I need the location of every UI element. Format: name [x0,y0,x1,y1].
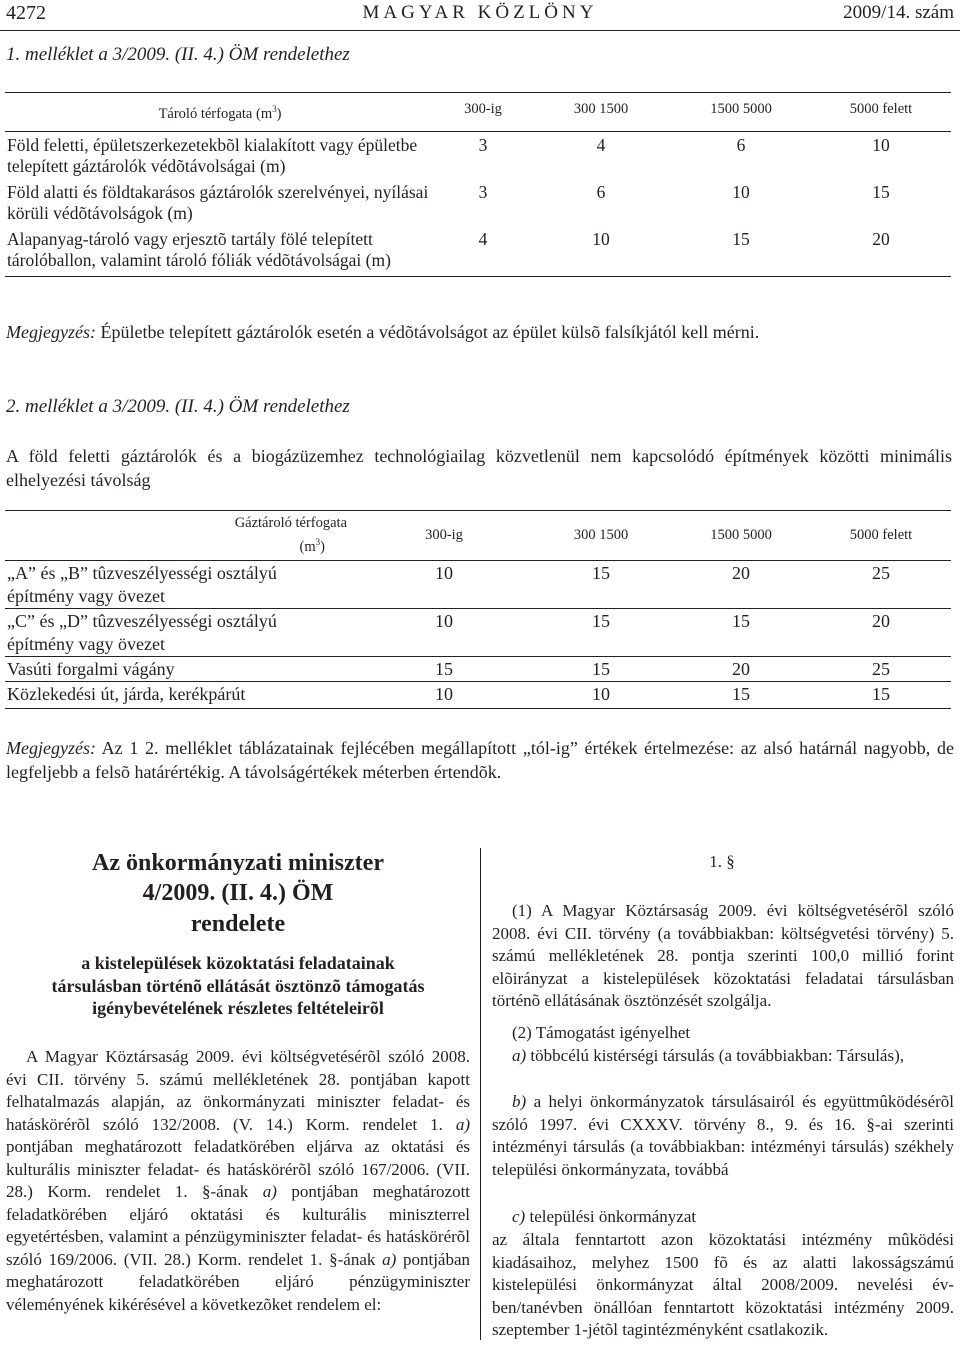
table-cell: 6 [736,134,746,155]
row-label: Föld alatti és földtakarásos gáztárolók szerelvényei, nyílásai körüli védõtávolságok (m) [7,181,429,223]
table-header-row [5,93,951,132]
table-cell: 10 [592,228,610,249]
annex1-table [5,92,951,277]
row-label: Közlekedési út, járda, kerékpárút [5,681,357,708]
item-a: a) többcélú kistérségi társulás (a továbbiakban: Társulás), [512,1046,904,1065]
header-cell-col4: 5000 felett [811,93,951,132]
decree-subject: a kistelepülések közoktatási feladatainak társulásban történõ ellátását ösztönzõ támogatás igénybevételének részletes feltételeirõl [51,953,425,1018]
table-cell: 3 [478,181,488,202]
annex1-title: 1. melléklet a 3/2009. (II. 4.) ÖM rendelethez [6,44,350,65]
table-cell: 20 [671,656,811,681]
item-b: b) a helyi önkormányzatok társulásairól és együttmûködésérõl szóló 1997. évi CXXXV. törvény 8., 9. és 16. §-ai szerinti intézményi társulás (a továbbiakban: intézményi társulás) székhely települési önkormányzata, továbbá [492,1092,954,1179]
decree-preamble: A Magyar Köztársaság 2009. évi költségvetésérõl szóló 2008. évi CII. törvény 5. számú mellékletének 28. pontjában kapott felhatalmazás alapján, az önkormányzati miniszter feladat- és hatáskörérõl szóló 132/2008. (V. 14.) Korm. rendelet 1. a) pontjában meghatározott feladatkörében eljárva az oktatási és kulturális miniszter feladat- és hatáskörérõl szóló 167/2006. (VII. 28.) Korm. rendelet 1. §-ának a) pontjában meghatározott feladatkörében eljáró oktatási és kulturális miniszterrel egyetértésben, valamint a pénzügyminiszter feladat- és hatáskörérõl szóló 169/2006. (VII. 28.) Korm. rendelet 1. §-ának a) pontjában meghatározott feladatkörében eljáró pénzügyminiszter véleményének kikérésével a következõket rendelem el: [6,1047,471,1314]
decree-number: 4/2009. (II. 4.) ÖM [142,880,334,906]
issue-number: 2009/14. szám [843,2,954,23]
table-cell: 15 [811,681,951,708]
section-para-2: (2) Támogatást igényelhet [512,1023,691,1042]
column-divider [480,848,481,1340]
table-cell: 15 [671,608,811,656]
table-cell: 3 [478,134,488,155]
header-cell-volume: Tároló térfogata $(m^3)$ [5,93,435,132]
annex1-note [6,320,952,344]
table-row [5,226,951,277]
table-row [5,608,951,656]
table-cell: 10 [435,562,453,583]
row-label: Alapanyag-tároló vagy erjesztõ tartály fölé telepített tárolóballon, valamint tároló fóliák védõtávolságai (m) [7,228,391,270]
table-row [5,656,951,681]
table-cell: 10 [357,681,531,708]
table-cell: 15 [592,562,610,583]
table-row [5,560,951,608]
table-cell: 15 [671,681,811,708]
note-text: Épületbe telepített gáztárolók esetén a védõtávolságot az épület külsõ falsíkjától kell mérni. [100,322,760,342]
annex2-intro: A föld feletti gáztárolók és a biogázüzemhez technológiailag közvetlenül nem kapcsolódó építmények közötti minimális elhelyezési távolság [6,446,952,490]
header-cell-col1: 300-ig [435,93,531,132]
table-cell: 15 [732,228,750,249]
header-cell-col3: 1500 5000 [671,93,811,132]
table-cell: 4 [478,228,488,249]
header-cell-col2: 300 1500 [531,93,671,132]
section-para-1: (1) A Magyar Köztársaság 2009. évi költségvetésérõl szóló 2008. évi CII. törvény (a továbbiakban: költségvetési törvény) 5. számú mellékletének 28. pontja szerinti 100,0 millió forint elõirányzat a kistelepülések közoktatási feladatai társulásban történõ ellátásának ösztönzését szolgálja. [492,901,954,1010]
note-text: Az 1 2. melléklet táblázatainak fejlécében megállapított „tól-ig” értékek értelmezése: az alsó határnál nagyobb, de legfeljebb a felsõ határértékig. A távolságértékek méterben értendõk. [6,738,954,782]
row-label: „C” és „D” tûzveszélyességi osztályú építmény vagy övezet [5,608,357,656]
table-cell: 15 [357,656,531,681]
decree-issuer: Az önkormányzati miniszter [92,850,384,876]
annex2-table [5,510,951,709]
table-row [5,131,951,179]
row-label: Föld feletti, épületszerkezetekbõl kialakított vagy épületbe telepített gáztárolók védõtávolságai (m) [7,134,418,176]
item-c: c) települési önkormányzat [512,1207,697,1226]
section-heading: 1. § [709,852,735,871]
table-cell: 10 [732,181,750,202]
publication-title: MAGYAR KÖZLÖNY [362,2,598,23]
table-row [5,179,951,226]
note-label: Megjegyzés: [6,738,96,758]
annex2-note [6,736,954,784]
table-cell: 20 [872,228,890,249]
table-cell: 15 [531,608,671,656]
table-cell: 6 [596,181,606,202]
table-cell: 20 [732,562,750,583]
table-cell: 20 [811,608,951,656]
table-cell: 4 [596,134,606,155]
table-cell: 15 [531,656,671,681]
table-header-row [5,511,951,561]
header-cell-col2: 300 1500 [531,511,671,561]
table-cell: 10 [531,681,671,708]
header-cell-col3: 1500 5000 [671,511,811,561]
header-cell-col1: 300-ig [357,511,531,561]
decree-word: rendelete [190,911,286,937]
page-number: 4272 [6,2,46,24]
header-cell-col4: 5000 felett [811,511,951,561]
row-label: „A” és „B” tûzveszélyességi osztályú építmény vagy övezet [7,562,277,606]
row-label: Vasúti forgalmi vágány [5,656,357,681]
table-cell: 10 [872,134,890,155]
table-cell: 15 [872,181,890,202]
header-cell-volume: Gáztároló térfogata $(m^3)$ [5,511,357,561]
table-cell: 10 [357,608,531,656]
table-row [5,681,951,708]
header-rule [0,30,960,31]
closing-para: az általa fenntartott azon közoktatási intézmény mûködési kiadásaihoz, melyhez 1500 fõ és az alatti lakosságszámú kistelepülési önkormányzat által 2008/2009. nevelési év- ben/tanévben önállóan fenntartott közoktatási intézmény 2009. szeptember 1-jétõl tagintézményként csatlakozik. [492,1230,954,1339]
note-label: Megjegyzés: [6,322,96,342]
annex2-title: 2. melléklet a 3/2009. (II. 4.) ÖM rendelethez [6,396,350,417]
table-cell: 25 [872,562,890,583]
table-cell: 25 [811,656,951,681]
